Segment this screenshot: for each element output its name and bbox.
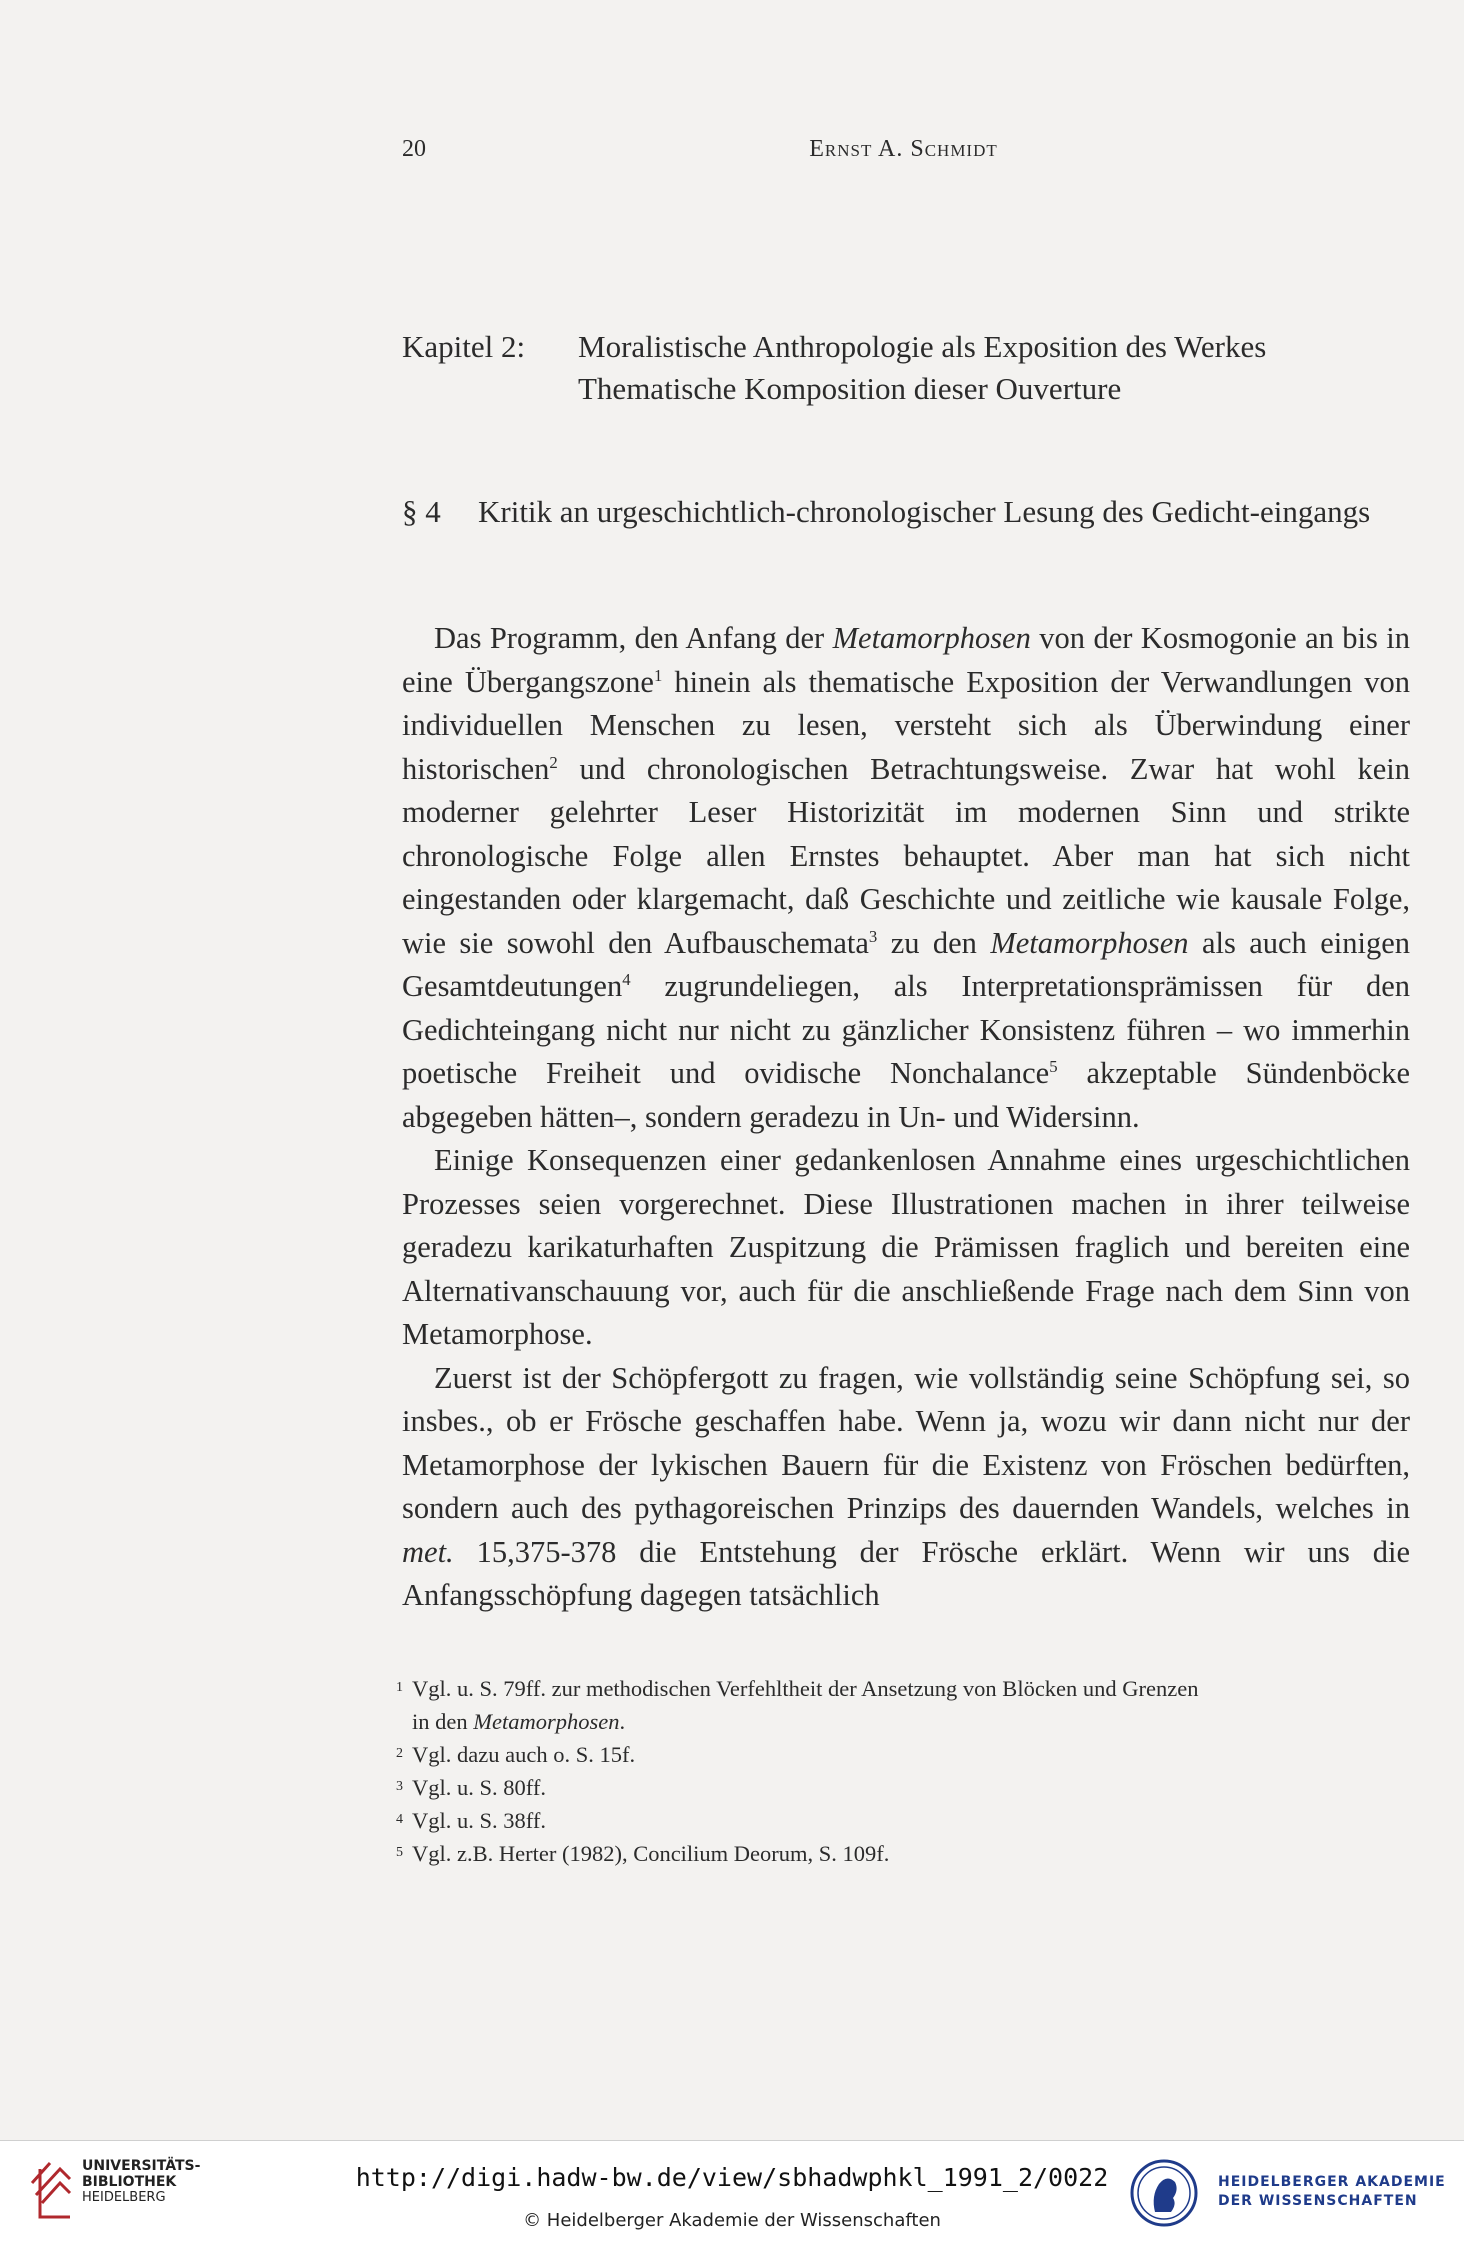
section-title: Kritik an urgeschichtlich-chronologischer Lesung des Gedicht-eingangs [478,494,1371,529]
university-library-name: UNIVERSITÄTS- BIBLIOTHEK HEIDELBERG [82,2158,201,2205]
running-head [402,136,1405,168]
footnotes [396,1672,1410,1870]
paragraph-2: Einige Konsequenzen einer gedankenlosen Annahme eines urgeschichtlichen Prozesses seien vorgerechnet. Diese Illustrationen machen in ihrer teilweise geradezu karikaturhaften Zuspitzung die Prämissen fraglich und bereiten eine Alternativanschauung vor, auch für die anschließende Frage nach dem Sinn von Metamorphose. [402,1143,1410,1351]
work-title: Metamorphosen [990,925,1189,960]
running-head-author: Ernst A. Schmidt [809,136,998,162]
work-title: Metamorphosen [832,621,1031,655]
section-heading [402,491,1416,533]
paragraph-1: Das Programm, den Anfang der Metamorphosen von der Kosmogonie an bis in eine Übergangszone$^1$ hinein als thematische Exposition der Verwandlungen von individuellen Menschen zu lesen, versteht sich als Überwindung einer historischen$^2$ und chronologischen Betrachtungsweise. Zwar hat wohl kein moderner gelehrter Leser Historizität im modernen Sinn und strikte chronologische Folge allen Ernstes behauptet. Aber man hat sich nicht eingestanden oder klargemacht, daß Geschichte und zeitliche wie kausale Folge, wie sie sowohl den Aufbauschemata$^3$ zu den Metamorphosen als auch einigen Gesamtdeutungen$^4$ zugrundeliegen, als Interpretationsprämissen für den Gedichteingang nicht nur nicht zu gänzlicher Konsistenz führen – wo immerhin poetische Freiheit und ovidische Nonchalance$^5$ akzeptable Sündenböcke abgegeben hätten–, sondern geradezu in Un- und Widersinn. [402,621,1411,1134]
footnote-3: 3 Vgl. u. S. 80ff. [396,1775,546,1800]
footnote-ref: 1 [653,665,663,685]
footnote-ref: 2 [549,752,558,772]
section-number: § 4 [402,494,441,529]
footnote-2: 2 Vgl. dazu auch o. S. 15f. [396,1742,636,1767]
copyright-notice: © Heidelberger Akademie der Wissenschaften [523,2210,941,2231]
page-number: 20 [402,136,426,162]
body-text [402,617,1410,1618]
chapter-heading [402,326,1404,410]
chapter-number: Kapitel 2: [402,329,526,364]
academy-name: HEIDELBERGER AKADEMIE DER WISSENSCHAFTEN [1218,2174,1446,2209]
footnote-ref: 3 [868,926,878,946]
paragraph-3: Zuerst ist der Schöpfergott zu fragen, wie vollständig seine Schöpfung sei, so insbes., ob er Frösche geschaffen habe. Wenn ja, wozu wir dann nicht nur der Metamorphose der lykischen Bauern für die Existenz von Fröschen bedürften, sondern auch des pythagoreischen Prinzips des dauernden Wandels, welches in met. 15,375-378 die Entstehung der Frösche erklärt. Wenn wir uns die Anfangsschöpfung dagegen tatsächlich [402,1360,1410,1612]
footnote-4: 4 Vgl. u. S. 38ff. [396,1808,546,1833]
footnote-5: 5 Vgl. z.B. Herter (1982), Concilium Deorum, S. 109f. [396,1841,890,1866]
footnote-ref: 5 [1049,1056,1058,1076]
footer-bar [0,2140,1464,2246]
chapter-subtitle: Thematische Komposition dieser Ouverture [578,371,1122,406]
academy-seal-icon[interactable] [1129,2158,1199,2228]
chapter-title: Moralistische Anthropologie als Exposition des Werkes [578,329,1267,364]
footnote-ref: 4 [622,969,631,989]
page-url-link[interactable]: http://digi.hadw-bw.de/view/sbhadwphkl_1991_2/0022 [355,2163,1109,2192]
footnote-1: 1 Vgl. u. S. 79ff. zur methodischen Verfehltheit der Ansetzung von Blöcken und Grenzen in den Metamorphosen. [396,1676,1199,1734]
work-abbreviation: met. [402,1534,454,1569]
